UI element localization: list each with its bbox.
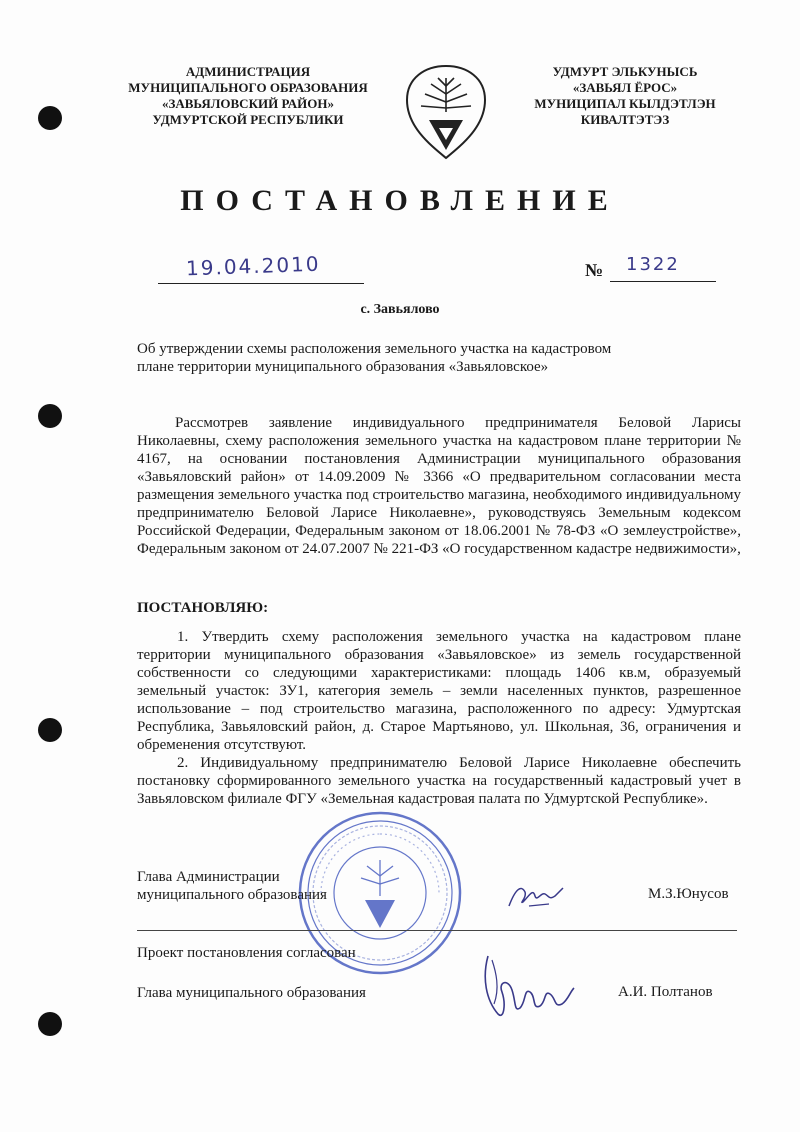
header-right-line: УДМУРТ ЭЛЬКУНЫСЬ — [552, 64, 698, 79]
decree-items — [137, 628, 741, 808]
subject-line: Об утверждении схемы расположения земельного участка на кадастровом — [137, 341, 612, 357]
district-emblem-icon — [405, 64, 487, 160]
decree-item: 1. Утвердить схему расположения земельного участка на кадастровом плане территории муниципального образования «Завьяловское» из земель государственной собственности со следующими характеристиками: площадь 1406 кв.м, образуемый земельный участок: ЗУ1, категория земель – земли населенных пунктов, разрешенное использование – под строительство магазина, расположенного по адресу: Удмуртская Республика, Завьяловский район, д. Старое Мартьяново, ул. Школьная, 36, ограничения и обременения отсутствуют. — [137, 629, 741, 753]
signatory-1-name: М.З.Юнусов — [648, 886, 729, 902]
header-right-line: «ЗАВЬЯЛ ЁРОС» — [572, 80, 678, 95]
handwritten-number: 1322 — [626, 254, 680, 275]
number-underline — [610, 281, 716, 282]
signatory-position-line: Глава Администрации — [137, 869, 280, 885]
approval-note: Проект постановления согласован — [137, 945, 356, 961]
header-left-line: «ЗАВЬЯЛОВСКИЙ РАЙОН» — [162, 96, 334, 111]
handwritten-signature-2 — [478, 948, 588, 1024]
signatory-2-position: Глава муниципального образования — [137, 985, 366, 1001]
punch-hole — [38, 718, 62, 742]
signatory-1-position — [137, 868, 327, 904]
punch-hole — [38, 1012, 62, 1036]
header-left-line: АДМИНИСТРАЦИЯ — [185, 64, 311, 79]
place-name: с. Завьялово — [360, 302, 440, 317]
punch-hole — [38, 404, 62, 428]
header-right-line: МУНИЦИПАЛ КЫЛДЭТЛЭН — [534, 96, 716, 111]
header-left-line: МУНИЦИПАЛЬНОГО ОБРАЗОВАНИЯ — [128, 80, 368, 95]
document-subject — [137, 340, 637, 376]
header-right-line: КИВАЛТЭТЭЗ — [580, 112, 670, 127]
handwritten-date: 19.04.2010 — [185, 251, 321, 281]
signatory-2-name: А.И. Полтанов — [618, 984, 713, 1000]
signatory-position-line: муниципального образования — [137, 887, 327, 903]
preamble-block — [137, 414, 741, 558]
header-left-line: УДМУРТСКОЙ РЕСПУБЛИКИ — [152, 112, 344, 127]
decree-item: 2. Индивидуальному предпринимателю Беловой Ларисе Николаевне обеспечить постановку сформированного земельного участка на государственный кадастровый учет в Завьяловском филиале ФГУ «Земельная кадастровая палата по Удмуртской Республике». — [137, 755, 741, 807]
preamble-paragraph: Рассмотрев заявление индивидуального предпринимателя Беловой Ларисы Николаевны, схему расположения земельного участка на кадастровом плане территории № 4167, на основании постановления Администрации муниципального образования «Завьяловский район» от 14.09.2009 № 3366 «О предварительном согласовании места размещения земельного участка под строительство магазина, необходимого индивидуальному предпринимателю Беловой Ларисе Николаевне», руководствуясь Земельным кодексом Российской Федерации, Федеральным законом от 18.06.2001 № 78-ФЗ «О землеустройстве», Федеральным законом от 24.07.2007 № 221-ФЗ «О государственном кадастре недвижимости», — [137, 415, 741, 557]
separator-line — [137, 930, 737, 931]
handwritten-signature-1 — [505, 878, 565, 912]
header-right-block — [490, 64, 760, 128]
document-title: ПОСТАНОВЛЕНИЕ — [180, 184, 620, 217]
subject-line: плане территории муниципального образования «Завьяловское» — [137, 359, 549, 375]
header-left-block — [118, 64, 378, 128]
date-underline — [158, 283, 364, 284]
punch-hole — [38, 106, 62, 130]
decree-heading: ПОСТАНОВЛЯЮ: — [137, 600, 269, 616]
number-label: № — [585, 260, 604, 280]
